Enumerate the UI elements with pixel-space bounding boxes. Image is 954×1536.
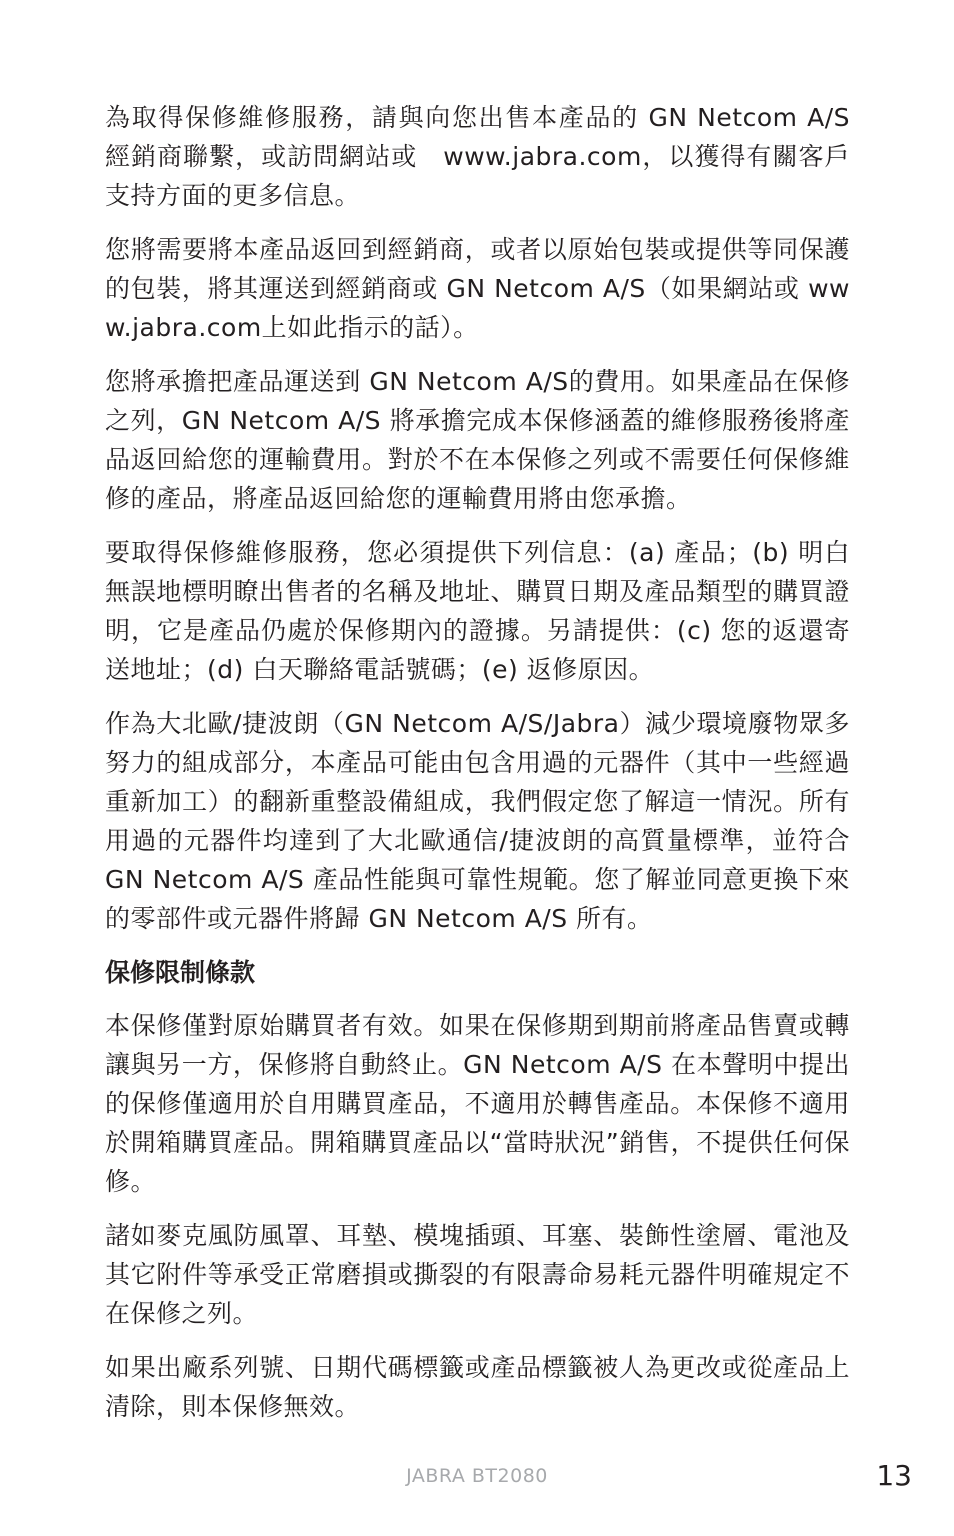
paragraph-label-tampering: 如果出廠系列號、日期代碼標籤或產品標籤被人為更改或從產品上清除，則本保修無效。	[105, 1353, 850, 1421]
footer-product-name: JABRA BT2080	[406, 1465, 548, 1487]
paragraph-original-purchaser: 本保修僅對原始購買者有效。如果在保修期到期前將產品售賣或轉讓與另一方，保修將自動終止。GN Netcom A/S 在本聲明中提出的保修僅適用於自用購買產品，不適用於轉售產品。本保修不適用於開箱購買產品。開箱購買產品以“當時狀況”銷售，不提供任何保修。	[105, 1011, 850, 1196]
page-footer	[0, 1459, 954, 1493]
section-heading-warranty-limitations: 保修限制條款	[105, 958, 256, 987]
page-content	[105, 98, 850, 1441]
paragraph-required-information: 要取得保修維修服務，您必須提供下列信息：(a) 產品；(b) 明白無誤地標明瞭出售者的名稱及地址、購買日期及產品類型的購買證明，它是產品仍處於保修期內的證據。另請提供：(c) 您的返還寄送地址；(d) 白天聯絡電話號碼；(e) 返修原因。	[105, 538, 850, 684]
paragraph-service-contact: 為取得保修維修服務，請與向您出售本產品的 GN Netcom A/S 經銷商聯繫，或訪問網站或 www.jabra.com，以獲得有關客戶支持方面的更多信息。	[105, 103, 850, 210]
paragraph-consumables-excluded: 諸如麥克風防風罩、耳墊、模塊插頭、耳塞、裝飾性塗層、電池及其它附件等承受正常磨損或撕裂的有限壽命易耗元器件明確規定不在保修之列。	[105, 1221, 850, 1328]
paragraph-refurbished-components: 作為大北歐/捷波朗（GN Netcom A/S/Jabra）減少環境廢物眾多努力的組成部分，本產品可能由包含用過的元器件（其中一些經過重新加工）的翻新重整設備組成，我們假定您了解這一情況。所有用過的元器件均達到了大北歐通信/捷波朗的高質量標準，並符合 GN Netcom A/S 產品性能與可靠性規範。您了解並同意更換下來的零部件或元器件將歸 GN Netcom A/S 所有。	[105, 709, 850, 933]
paragraph-return-packaging: 您將需要將本產品返回到經銷商，或者以原始包裝或提供等同保護的包裝，將其運送到經銷商或 GN Netcom A/S（如果網站或 www.jabra.com上如此指示的話）。	[105, 235, 850, 342]
page-number: 13	[876, 1459, 912, 1492]
paragraph-shipping-costs: 您將承擔把產品運送到 GN Netcom A/S的費用。如果產品在保修之列，GN Netcom A/S 將承擔完成本保修涵蓋的維修服務後將產品返回給您的運輸費用。對於不在本保修之列或不需要任何保修維修的產品，將產品返回給您的運輸費用將由您承擔。	[105, 367, 850, 513]
